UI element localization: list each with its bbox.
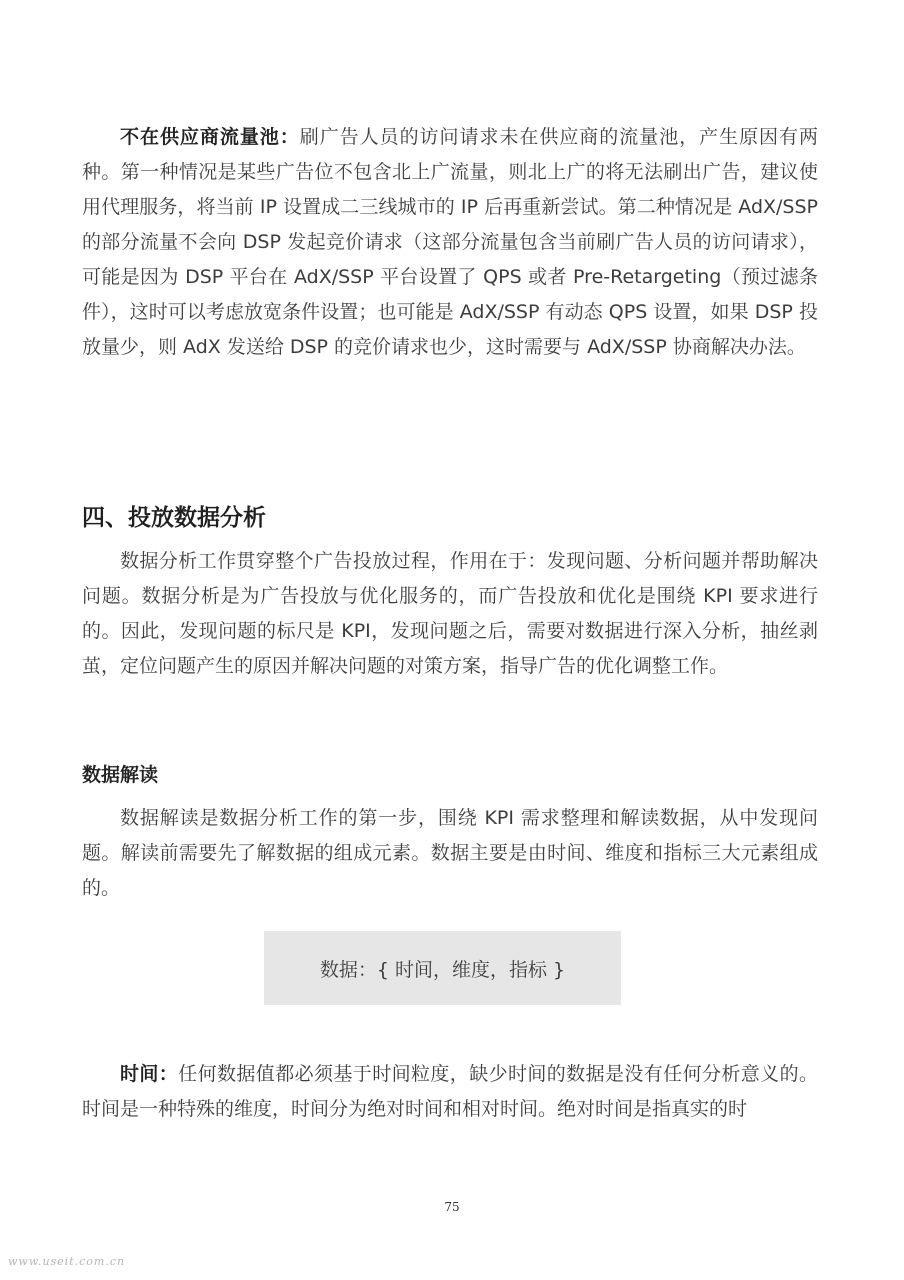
formula-text: 数据：{ 时间，维度，指标 } [319,958,566,981]
page-number: 75 [444,1200,460,1214]
paragraph-lead-term: 不在供应商流量池： [120,126,300,148]
paragraph-interpretation [82,801,818,906]
paragraph-body: 数据解读是数据分析工作的第一步，围绕 KPI 需求整理和解读数据，从中发现问题。解读前需要先了解数据的组成元素。数据主要是由时间、维度和指标三大元素组成的。 [82,807,818,899]
paragraph-lead-term: 时间： [120,1063,179,1085]
paragraph-body: 刷广告人员的访问请求未在供应商的流量池，产生原因有两种。第一种情况是某些广告位不包含北上广流量，则北上广的将无法刷出广告，建议使用代理服务，将当前 IP 设置成二三线城市的 IP 后再重新尝试。第二种情况是 AdX/SSP 的部分流量不会向 DSP 发起竞价请求（这部分流量包含当前刷广告人员的访问请求），可能是因为 DSP 平台在 AdX/SSP 平台设置了 QPS 或者 Pre-Retargeting（预过滤条件），这时可以考虑放宽条件设置；也可能是 AdX/SSP 有动态 QPS 设置，如果 DSP 投放量少，则 AdX 发送给 DSP 的竞价请求也少，这时需要与 AdX/SSP 协商解决办法。 [82,126,818,358]
section-heading: 四、投放数据分析 [82,505,266,531]
watermark: www.useit.com.cn [8,1255,126,1268]
paragraph-body: 数据分析工作贯穿整个广告投放过程，作用在于：发现问题、分析问题并帮助解决问题。数据分析是为广告投放与优化服务的，而广告投放和优化是围绕 KPI 要求进行的。因此，发现问题的标尺是 KPI，发现问题之后，需要对数据进行深入分析，抽丝剥茧，定位问题产生的原因并解决问题的对策方案，指导广告的优化调整工作。 [82,550,818,677]
paragraph-supply-pool [82,120,818,365]
paragraph-analysis [82,544,818,684]
paragraph-body: 任何数据值都必须基于时间粒度，缺少时间的数据是没有任何分析意义的。时间是一种特殊的维度，时间分为绝对时间和相对时间。绝对时间是指真实的时 [82,1063,818,1120]
paragraph-time [82,1057,818,1127]
subsection-heading: 数据解读 [82,764,159,786]
formula-box [264,931,621,1005]
